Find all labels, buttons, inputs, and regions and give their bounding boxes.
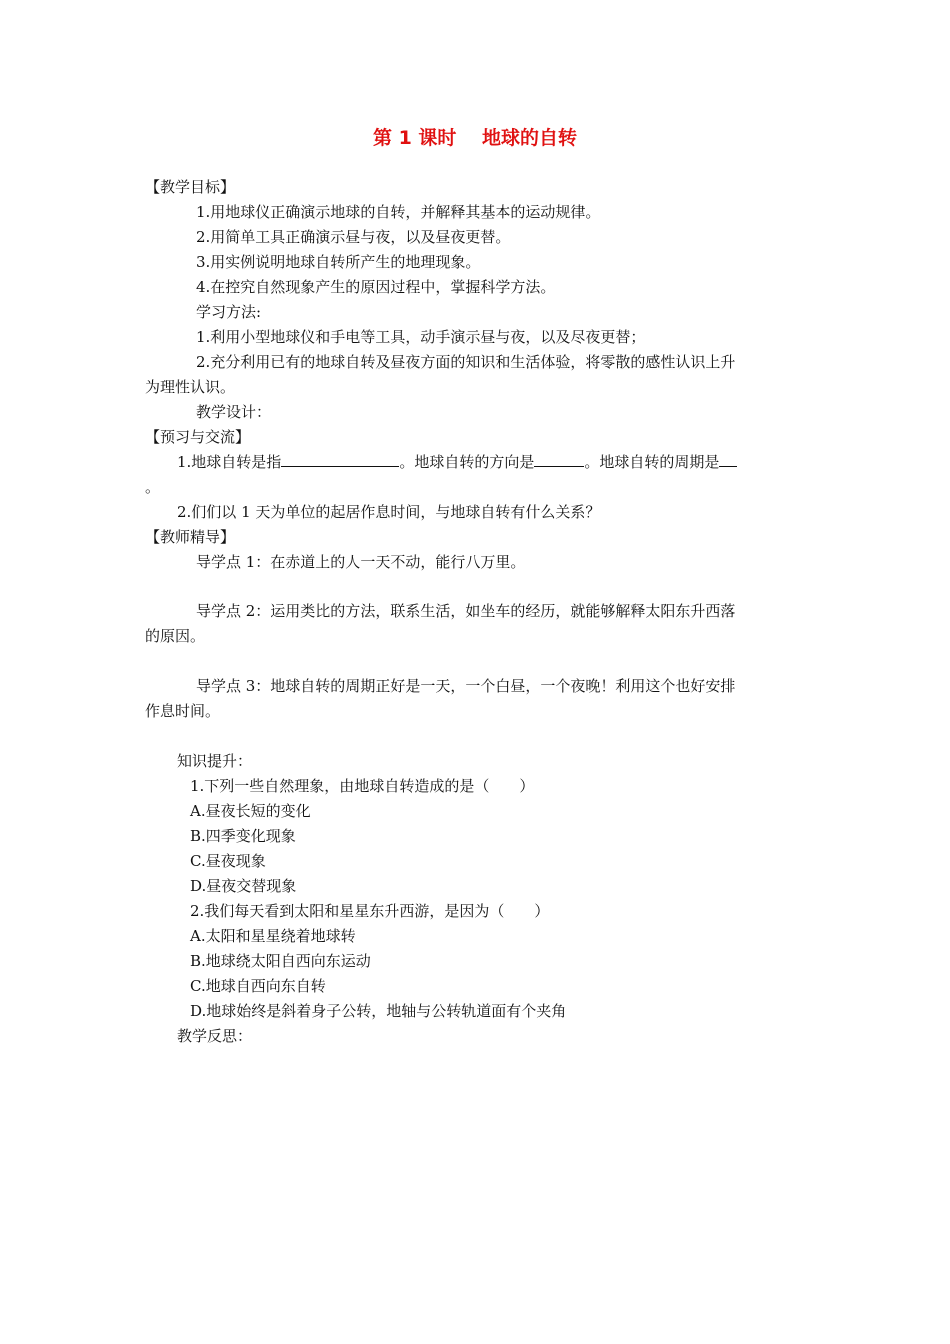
option-item: A.昼夜长短的变化 (190, 802, 311, 820)
design-label: 教学设计： (196, 403, 272, 421)
q1-part-b: 。地球自转的方向是 (399, 453, 535, 471)
objectives-heading: 【教学目标】 (145, 178, 236, 196)
option-item: D.昼夜交替现象 (190, 877, 297, 895)
q1-part-c: 。地球自转的周期是 (584, 453, 720, 471)
option-item: C.地球自西向东自转 (190, 977, 326, 995)
guide-point-2: 导学点 2：运用类比的方法，联系生活，如坐车的经历，就能够解释太阳东升西落 (196, 602, 736, 620)
lesson-title: 第 1 课时 地球的自转 (372, 127, 578, 149)
preview-question-2: 2.们们以 1 天为单位的起居作息时间，与地球自转有什么关系？ (177, 503, 601, 521)
reflection-label: 教学反思： (177, 1027, 253, 1045)
guide-point-1: 导学点 1：在赤道上的人一天不动，能行八万里。 (196, 553, 526, 571)
knowledge-heading: 知识提升： (177, 752, 253, 770)
q1-part-a: 1.地球自转是指 (177, 453, 282, 471)
objective-item: 2.用简单工具正确演示昼与夜，以及昼夜更替。 (196, 228, 511, 246)
option-item: C.昼夜现象 (190, 852, 266, 870)
knowledge-question-1: 1.下列一些自然理象，由地球自转造成的是（ ） (190, 777, 535, 795)
answer-blank (534, 452, 584, 467)
option-item: B.四季变化现象 (190, 827, 296, 845)
methods-label: 学习方法: (196, 303, 262, 321)
method-item: 1.利用小型地球仪和手电等工具，动手演示昼与夜，以及尽夜更替； (196, 328, 646, 346)
answer-blank (281, 452, 399, 467)
answer-blank (719, 452, 737, 467)
guide-point-2-continued: 的原因。 (145, 627, 206, 645)
objective-item: 3.用实例说明地球自转所产生的地理现象。 (196, 253, 481, 271)
preview-question-1 (177, 452, 737, 472)
knowledge-question-2: 2.我们每天看到太阳和星星东升西游，是因为（ ） (190, 902, 550, 920)
option-item: B.地球绕太阳自西向东运动 (190, 952, 371, 970)
method-item: 2.充分利用已有的地球自转及昼夜方面的知识和生活体验，将零散的感性认识上升 (196, 353, 736, 371)
preview-heading: 【预习与交流】 (145, 428, 251, 446)
option-item: D.地球始终是斜着身子公转，地轴与公转轨道面有个夹角 (190, 1002, 567, 1020)
guide-point-3-continued: 作息时间。 (145, 702, 221, 720)
q1-end: 。 (145, 478, 161, 496)
method-item-continued: 为理性认识。 (145, 378, 236, 396)
objective-item: 4.在控究自然现象产生的原因过程中，掌握科学方法。 (196, 278, 556, 296)
guide-point-3: 导学点 3：地球自转的周期正好是一天，一个白昼，一个夜晚！利用这个也好安排 (196, 677, 736, 695)
objective-item: 1.用地球仪正确演示地球的自转，并解释其基本的运动规律。 (196, 203, 601, 221)
guide-heading: 【教师精导】 (145, 528, 236, 546)
option-item: A.太阳和星星绕着地球转 (190, 927, 356, 945)
